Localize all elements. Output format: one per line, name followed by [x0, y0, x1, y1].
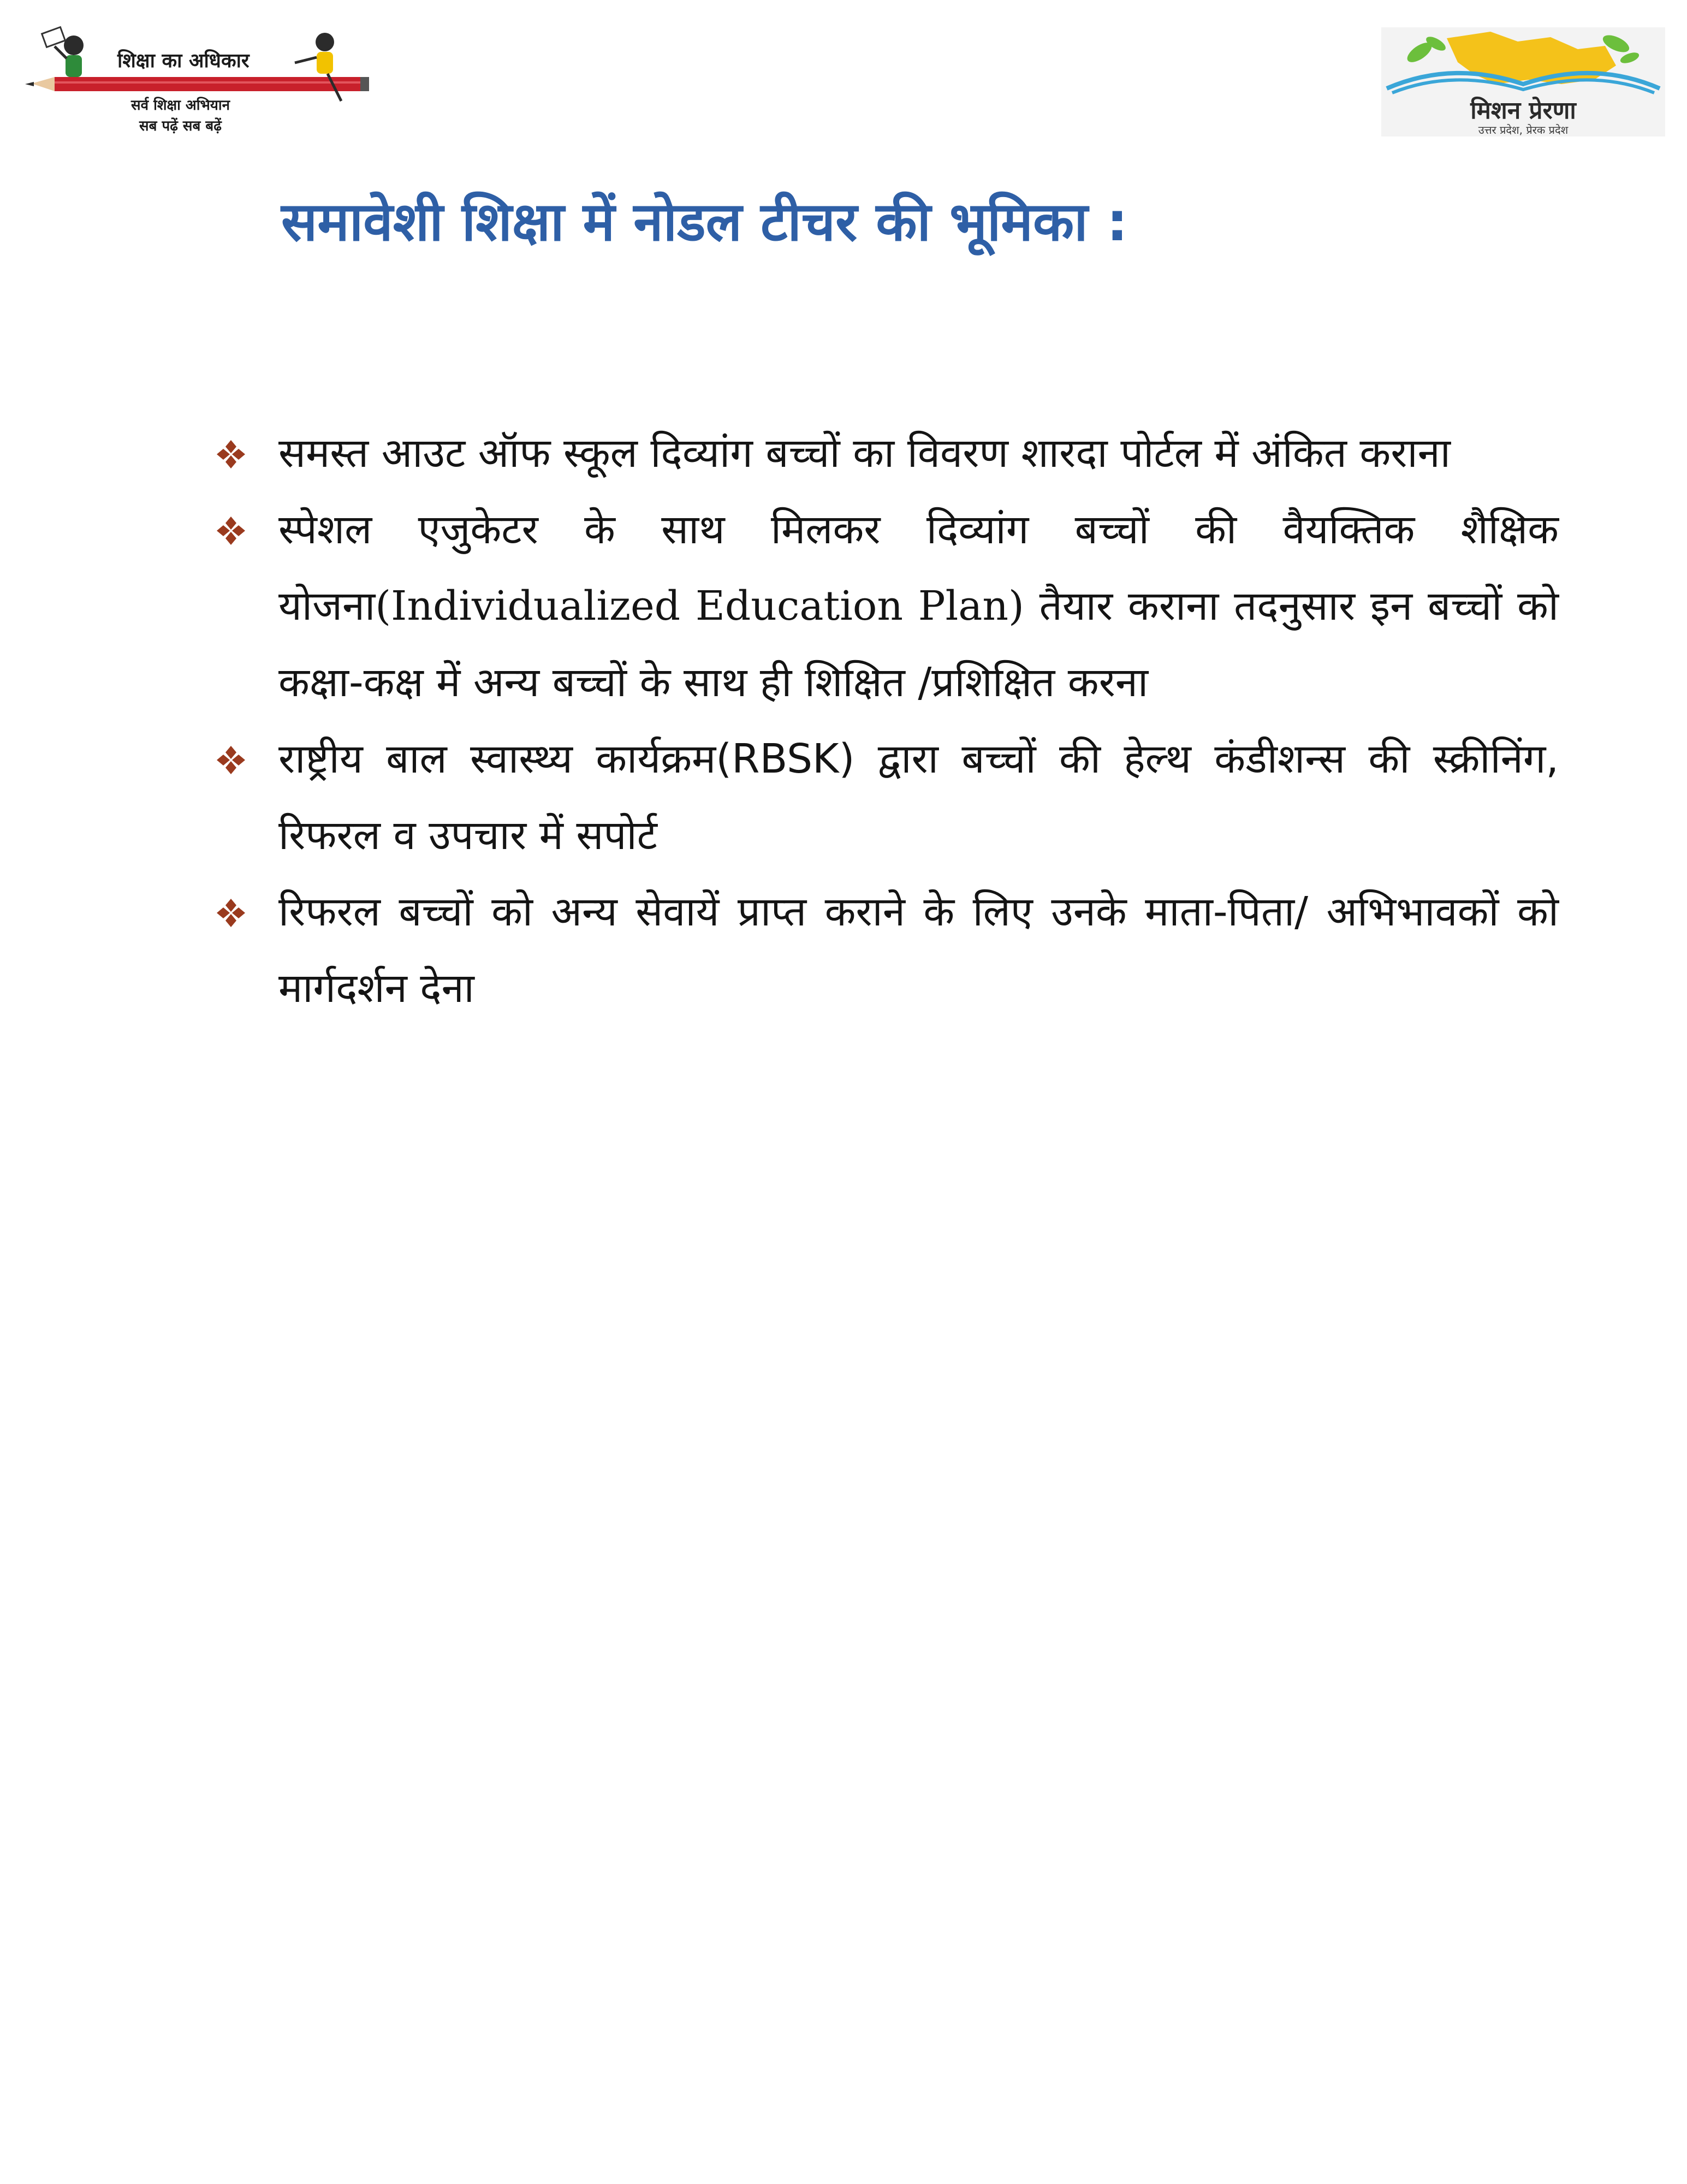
sarva-shiksha-abhiyan-logo	[22, 25, 371, 145]
list-item-text: समस्त आउट ऑफ स्कूल दिव्यांग बच्चों का विवरण शारदा पोर्टल में अंकित कराना	[278, 430, 1451, 477]
four-diamond-bullet-icon	[216, 898, 246, 928]
mission-prerna-logo	[1381, 27, 1665, 136]
page-title: समावेशी शिक्षा में नोडल टीचर की भूमिका :	[281, 191, 1128, 253]
list-item-text-latin: (Individualized Education Plan)	[375, 583, 1024, 630]
four-diamond-bullet-icon	[216, 439, 246, 470]
four-diamond-bullet-icon	[216, 745, 246, 775]
list-item-text-part: स्पेशल एजुकेटर के साथ मिलकर दिव्यांग बच्चों की वैयक्तिक शैक्षिक योजना	[278, 506, 1559, 630]
list-item-text: रिफरल बच्चों को अन्य सेवायें प्राप्त कराने के लिए उनके माता-पिता/ अभिभावकों को मार्गदर्शन देना	[278, 888, 1559, 1012]
list-item	[216, 874, 1559, 1026]
list-item	[216, 491, 1559, 721]
ssa-name-text: सर्व शिक्षा अभियान	[131, 97, 230, 114]
ssa-slogan-text: सब पढ़ें सब बढ़ें	[139, 118, 222, 134]
mission-prerna-name: मिशन प्रेरणा	[1470, 97, 1576, 124]
list-item-text	[278, 491, 1559, 721]
list-item	[216, 415, 1559, 491]
four-diamond-bullet-icon	[216, 515, 246, 546]
mission-prerna-tagline: उत्तर प्रदेश, प्रेरक प्रदेश	[1478, 123, 1569, 136]
ssa-top-text: शिक्षा का अधिकार	[117, 50, 250, 72]
list-item	[216, 721, 1559, 874]
list-item-text-part: तैयार कराना तदनुसार इन बच्चों को कक्षा-कक्ष में अन्य बच्चों के साथ ही शिक्षित /प्रशिक्षित करना	[278, 583, 1559, 706]
list-item-text: राष्ट्रीय बाल स्वास्थ्य कार्यक्रम(RBSK) द्वारा बच्चों की हेल्थ कंडीशन्स की स्क्रीनिंग, रिफरल व उपचार में सपोर्ट	[278, 735, 1559, 859]
role-list	[216, 415, 1559, 1026]
